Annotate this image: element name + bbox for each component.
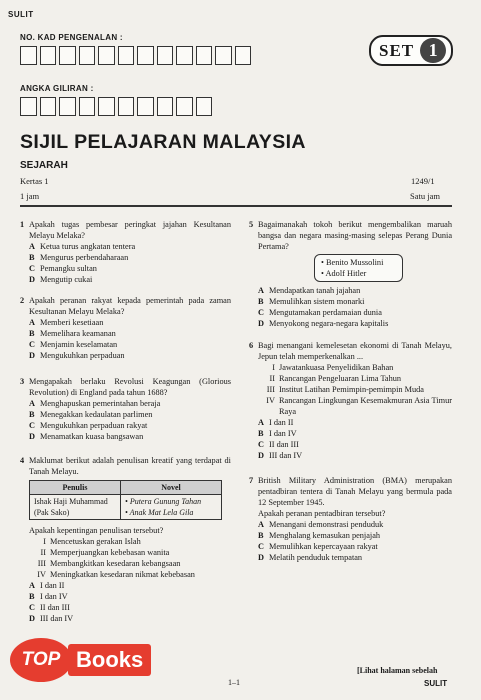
- option-key: D: [29, 351, 35, 360]
- option-d[interactable]: [29, 431, 231, 442]
- header-divider: [20, 205, 452, 207]
- option-c[interactable]: [29, 602, 231, 613]
- question-5: [249, 219, 452, 329]
- question-number: 3: [20, 377, 25, 386]
- option-key: C: [258, 308, 264, 317]
- option-text: Mengutip cukai: [40, 275, 93, 284]
- figure-name: Adolf Hitler: [325, 269, 367, 278]
- source-table: [29, 480, 222, 520]
- ic-box[interactable]: [176, 46, 193, 65]
- option-a[interactable]: [29, 398, 231, 409]
- option-text: II dan III: [40, 603, 70, 612]
- question-prompt: Apakah peranan pentadbiran tersebut?: [258, 509, 386, 518]
- roman-text: Rancangan Pengeluaran Lima Tahun: [279, 374, 402, 383]
- option-c[interactable]: [258, 439, 452, 450]
- figure-name: Benito Mussolini: [325, 258, 384, 267]
- option-text: Memberi kesetiaan: [40, 318, 104, 327]
- paper-code: 1249/1: [411, 176, 435, 186]
- roman-text: Membangkitkan kesedaran kebangsaan: [50, 559, 181, 568]
- ic-box[interactable]: [98, 46, 115, 65]
- option-key: D: [29, 432, 35, 441]
- question-stem: Mengapakah berlaku Revolusi Keagungan (Glorious Revolution) di England pada tahun 1688?: [29, 377, 231, 397]
- question-stem: Bagaimanakah tokoh berikut mengembalikan maruah bangsa dan negara masing-masing selepas Perang Dunia Pertama?: [258, 220, 452, 251]
- option-c[interactable]: [29, 420, 231, 431]
- table-cell-writer: Ishak Haji Muhammad (Pak Sako): [30, 495, 121, 520]
- ic-box[interactable]: [118, 46, 135, 65]
- figure-item: • Benito Mussolini: [321, 258, 384, 267]
- ic-box[interactable]: [235, 46, 252, 65]
- roman-item: [258, 384, 452, 395]
- angka-box[interactable]: [176, 97, 193, 116]
- question-4: [20, 455, 231, 624]
- option-text: I dan II: [269, 418, 294, 427]
- angka-box[interactable]: [98, 97, 115, 116]
- roman-item: [29, 536, 231, 547]
- set-label: SET: [379, 40, 415, 60]
- table-cell-novels: [121, 495, 222, 520]
- set-number: 1: [420, 38, 446, 63]
- option-key: B: [29, 410, 35, 419]
- option-a[interactable]: [29, 241, 231, 252]
- option-key: A: [29, 399, 35, 408]
- option-key: C: [29, 340, 35, 349]
- option-c[interactable]: [258, 307, 452, 318]
- question-2: [20, 295, 231, 361]
- question-stem: Bagi menangani kemelesetan ekonomi di Tanah Melayu, Jepun telah memperkenalkan ...: [258, 341, 452, 361]
- option-text: Ketua turus angkatan tentera: [40, 242, 136, 251]
- question-number: 4: [20, 456, 25, 465]
- roman-text: Mencetuskan gerakan Islah: [50, 537, 141, 546]
- option-text: Memulihkan kepercayaan rakyat: [269, 542, 378, 551]
- option-text: I dan IV: [40, 592, 68, 601]
- ic-number-label: NO. KAD PENGENALAN :: [20, 33, 123, 42]
- option-text: Menghapuskan pemerintahan beraja: [40, 399, 161, 408]
- option-text: Memulihkan sistem monarki: [269, 297, 365, 306]
- question-6: [249, 340, 452, 461]
- page-number: 1–1: [228, 678, 240, 687]
- roman-text: Jawatankuasa Penyelidikan Bahan: [279, 363, 394, 372]
- option-key: A: [29, 318, 35, 327]
- angka-box[interactable]: [20, 97, 37, 116]
- ic-number-boxes[interactable]: [20, 46, 254, 65]
- option-c[interactable]: [258, 541, 452, 552]
- figure-item: • Adolf Hitler: [321, 269, 367, 278]
- duration-left: 1 jam: [20, 191, 40, 201]
- sulit-top-label: SULIT: [8, 10, 34, 19]
- question-number: 7: [249, 476, 254, 485]
- angka-box[interactable]: [157, 97, 174, 116]
- option-text: I dan II: [40, 581, 65, 590]
- option-d[interactable]: [29, 274, 231, 285]
- option-b[interactable]: [29, 591, 231, 602]
- novel-title: Putera Gunung Tahan: [129, 497, 202, 506]
- option-text: Mengukuhkan perpaduan rakyat: [40, 421, 148, 430]
- option-d[interactable]: [258, 450, 452, 461]
- table-header-writer: Penulis: [30, 481, 121, 495]
- ic-box[interactable]: [59, 46, 76, 65]
- subject-title: SEJARAH: [20, 160, 68, 171]
- option-d[interactable]: [29, 613, 231, 624]
- option-key: D: [258, 553, 264, 562]
- option-text: III dan IV: [40, 614, 74, 623]
- question-stem: British Military Administration (BMA) merupakan pentadbiran tentera di Tanah Melayu yang bermula pada 12 September 1945.: [258, 476, 452, 507]
- option-c[interactable]: [29, 339, 231, 350]
- option-key: B: [29, 329, 35, 338]
- roman-item: [29, 569, 231, 580]
- logo-books-text: Books: [68, 644, 151, 676]
- option-b[interactable]: [29, 328, 231, 339]
- roman-key: I: [272, 363, 275, 372]
- option-key: C: [29, 603, 35, 612]
- exam-title: SIJIL PELAJARAN MALAYSIA: [20, 131, 306, 153]
- angka-box[interactable]: [79, 97, 96, 116]
- option-d[interactable]: [258, 318, 452, 329]
- angka-giliran-boxes[interactable]: [20, 97, 215, 116]
- logo-top-badge: TOP: [10, 638, 72, 682]
- novel-title: Anak Mat Lela Gila: [129, 508, 194, 517]
- option-key: D: [258, 451, 264, 460]
- question-number: 1: [20, 220, 25, 229]
- roman-item: [29, 547, 231, 558]
- roman-text: Institut Latihan Pemimpin-pemimpin Muda: [279, 385, 424, 394]
- table-header-novel: Novel: [121, 481, 222, 495]
- option-a[interactable]: [258, 519, 452, 530]
- option-key: B: [29, 253, 35, 262]
- question-stem: Apakah peranan rakyat kepada pemerintah pada zaman Kesultanan Melayu Melaka?: [29, 296, 231, 316]
- roman-key: I: [43, 537, 46, 546]
- option-text: Menghalang kemasukan penjajah: [269, 531, 381, 540]
- roman-item: [258, 362, 452, 373]
- option-key: C: [29, 264, 35, 273]
- novel-item: • Putera Gunung Tahan: [125, 497, 202, 506]
- option-a[interactable]: [29, 317, 231, 328]
- option-text: Menjamin keselamatan: [40, 340, 118, 349]
- angka-box[interactable]: [59, 97, 76, 116]
- option-d[interactable]: [258, 552, 452, 563]
- option-text: Menangani demonstrasi penduduk: [269, 520, 384, 529]
- question-7: [249, 475, 452, 563]
- option-b[interactable]: [258, 428, 452, 439]
- question-number: 2: [20, 296, 25, 305]
- option-key: B: [29, 592, 35, 601]
- option-a[interactable]: [29, 580, 231, 591]
- option-c[interactable]: [29, 263, 231, 274]
- ic-box[interactable]: [79, 46, 96, 65]
- option-key: D: [29, 275, 35, 284]
- option-d[interactable]: [29, 350, 231, 361]
- roman-text: Memperjuangkan kebebasan wanita: [50, 548, 170, 557]
- option-text: III dan IV: [269, 451, 303, 460]
- option-b[interactable]: [29, 252, 231, 263]
- option-text: Mengutamakan perdamaian dunia: [269, 308, 382, 317]
- sulit-bottom-label: SULIT: [424, 679, 448, 688]
- roman-key: IV: [37, 570, 46, 579]
- angka-box[interactable]: [118, 97, 135, 116]
- option-key: A: [258, 286, 264, 295]
- question-1: [20, 219, 231, 285]
- option-text: Menyokong negara-negara kapitalis: [269, 319, 389, 328]
- question-stem: Apakah tugas pembesar peringkat jajahan Kesultanan Melayu Melaka?: [29, 220, 231, 240]
- ic-box[interactable]: [40, 46, 57, 65]
- option-key: C: [258, 542, 264, 551]
- roman-key: II: [40, 548, 46, 557]
- option-text: Melatih penduduk tempatan: [269, 553, 363, 562]
- set-badge: [369, 35, 453, 66]
- angka-giliran-label: ANGKA GILIRAN :: [20, 84, 94, 93]
- question-3: [20, 376, 231, 442]
- option-text: Pemangku sultan: [40, 264, 97, 273]
- option-key: A: [258, 520, 264, 529]
- option-a[interactable]: [258, 285, 452, 296]
- option-b[interactable]: [29, 409, 231, 420]
- option-text: II dan III: [269, 440, 299, 449]
- option-a[interactable]: [258, 417, 452, 428]
- option-text: Memelihara keamanan: [40, 329, 116, 338]
- option-key: A: [258, 418, 264, 427]
- option-text: I dan IV: [269, 429, 297, 438]
- angka-box[interactable]: [40, 97, 57, 116]
- roman-item: [29, 558, 231, 569]
- roman-item: [258, 373, 452, 384]
- option-text: Mengukuhkan perpaduan: [40, 351, 125, 360]
- option-b[interactable]: [258, 530, 452, 541]
- option-b[interactable]: [258, 296, 452, 307]
- ic-box[interactable]: [215, 46, 232, 65]
- roman-key: III: [266, 385, 275, 394]
- option-text: Menegakkan kedaulatan parlimen: [40, 410, 153, 419]
- question-stem: Maklumat berikut adalah penulisan kreatif yang terdapat di Tanah Melayu.: [29, 456, 231, 476]
- option-text: Mengurus perbendaharaan: [40, 253, 129, 262]
- novel-item: • Anak Mat Lela Gila: [125, 508, 194, 517]
- topbooks-logo: [10, 638, 151, 682]
- roman-key: II: [269, 374, 275, 383]
- option-key: D: [29, 614, 35, 623]
- roman-key: III: [37, 559, 46, 568]
- next-page-note: [Lihat halaman sebelah: [357, 666, 438, 675]
- figures-box: [314, 254, 403, 282]
- question-number: 6: [249, 341, 254, 350]
- roman-key: IV: [266, 396, 275, 405]
- paper-label: Kertas 1: [20, 176, 49, 186]
- option-key: C: [29, 421, 35, 430]
- option-key: A: [29, 581, 35, 590]
- ic-box[interactable]: [157, 46, 174, 65]
- ic-box[interactable]: [137, 46, 154, 65]
- option-key: B: [258, 297, 264, 306]
- ic-box[interactable]: [196, 46, 213, 65]
- option-key: B: [258, 429, 264, 438]
- duration-right: Satu jam: [410, 191, 440, 201]
- option-key: A: [29, 242, 35, 251]
- option-text: Mendapatkan tanah jajahan: [269, 286, 361, 295]
- option-key: C: [258, 440, 264, 449]
- angka-box[interactable]: [137, 97, 154, 116]
- ic-box[interactable]: [20, 46, 37, 65]
- roman-text: Meningkatkan kesedaran nikmat kebebasan: [50, 570, 195, 579]
- question-number: 5: [249, 220, 254, 229]
- option-key: B: [258, 531, 264, 540]
- roman-text: Rancangan Lingkungan Kesemakmuran Asia Timur Raya: [279, 396, 452, 416]
- option-text: Menamatkan kuasa bangsawan: [40, 432, 144, 441]
- roman-item: [258, 395, 452, 417]
- question-prompt: Apakah kepentingan penulisan tersebut?: [29, 526, 164, 535]
- option-key: D: [258, 319, 264, 328]
- angka-box[interactable]: [196, 97, 213, 116]
